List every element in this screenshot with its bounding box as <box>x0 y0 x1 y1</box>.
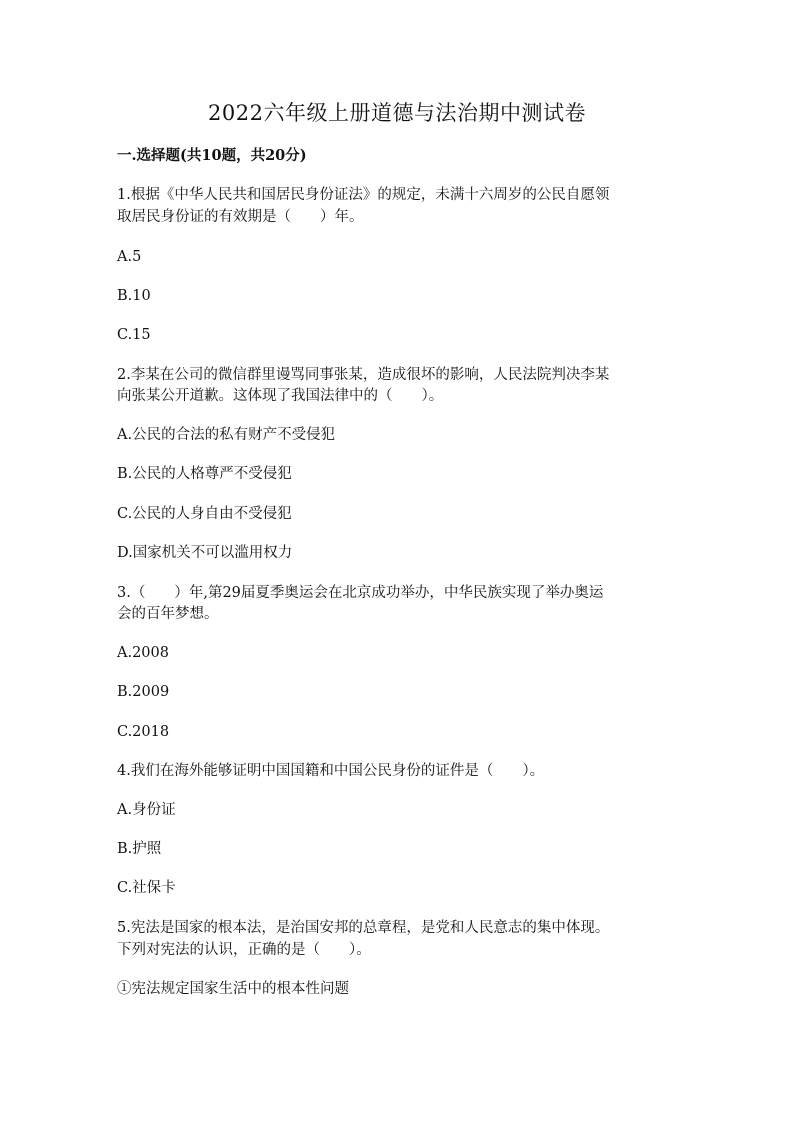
question-3-option-a: A.2008 <box>117 645 169 661</box>
question-2-option-a: A.公民的合法的私有财产不受侵犯 <box>117 427 336 443</box>
question-3-stem-line-2: 会的百年梦想。 <box>117 606 219 622</box>
question-5-stem-line-2: 下列对宪法的认识，正确的是（ ）。 <box>117 942 371 958</box>
question-1-stem-line-1: 1.根据《中华人民共和国居民身份证法》的规定，未满十六周岁的公民自愿领 <box>117 187 610 203</box>
question-4-option-a: A.身份证 <box>117 802 176 818</box>
question-4-option-b: B.护照 <box>117 841 162 857</box>
question-3-stem-line-1: 3.（ ）年,第29届夏季奥运会在北京成功举办，中华民族实现了举办奥运 <box>117 585 604 601</box>
question-2-stem-line-1: 2.李某在公司的微信群里谩骂同事张某，造成很坏的影响，人民法院判决李某 <box>117 367 610 383</box>
question-1-option-b: B.10 <box>117 288 151 304</box>
question-4-stem-line-1: 4.我们在海外能够证明中国国籍和中国公民身份的证件是（ ）。 <box>117 763 545 779</box>
question-1-option-a: A.5 <box>117 249 142 265</box>
question-2-option-c: C.公民的人身自由不受侵犯 <box>117 506 292 522</box>
question-4-option-c: C.社保卡 <box>117 880 176 896</box>
question-5-statement-1: ①宪法规定国家生活中的根本性问题 <box>117 981 349 997</box>
section-heading: 一.选择题(共10题，共20分) <box>117 147 307 164</box>
question-2-stem-line-2: 向张某公开道歉。这体现了我国法律中的（ ）。 <box>117 388 444 404</box>
exam-title: 2022六年级上册道德与法治期中测试卷 <box>208 101 586 125</box>
question-5-stem-line-1: 5.宪法是国家的根本法，是治国安邦的总章程，是党和人民意志的集中体现。 <box>117 920 610 936</box>
question-1-stem-line-2: 取居民身份证的有效期是（ ）年。 <box>117 209 364 225</box>
question-2-option-b: B.公民的人格尊严不受侵犯 <box>117 466 292 482</box>
question-3-option-c: C.2018 <box>117 724 170 740</box>
question-1-option-c: C.15 <box>117 327 151 343</box>
question-2-option-d: D.国家机关不可以滥用权力 <box>117 545 293 561</box>
question-3-option-b: B.2009 <box>117 684 170 700</box>
